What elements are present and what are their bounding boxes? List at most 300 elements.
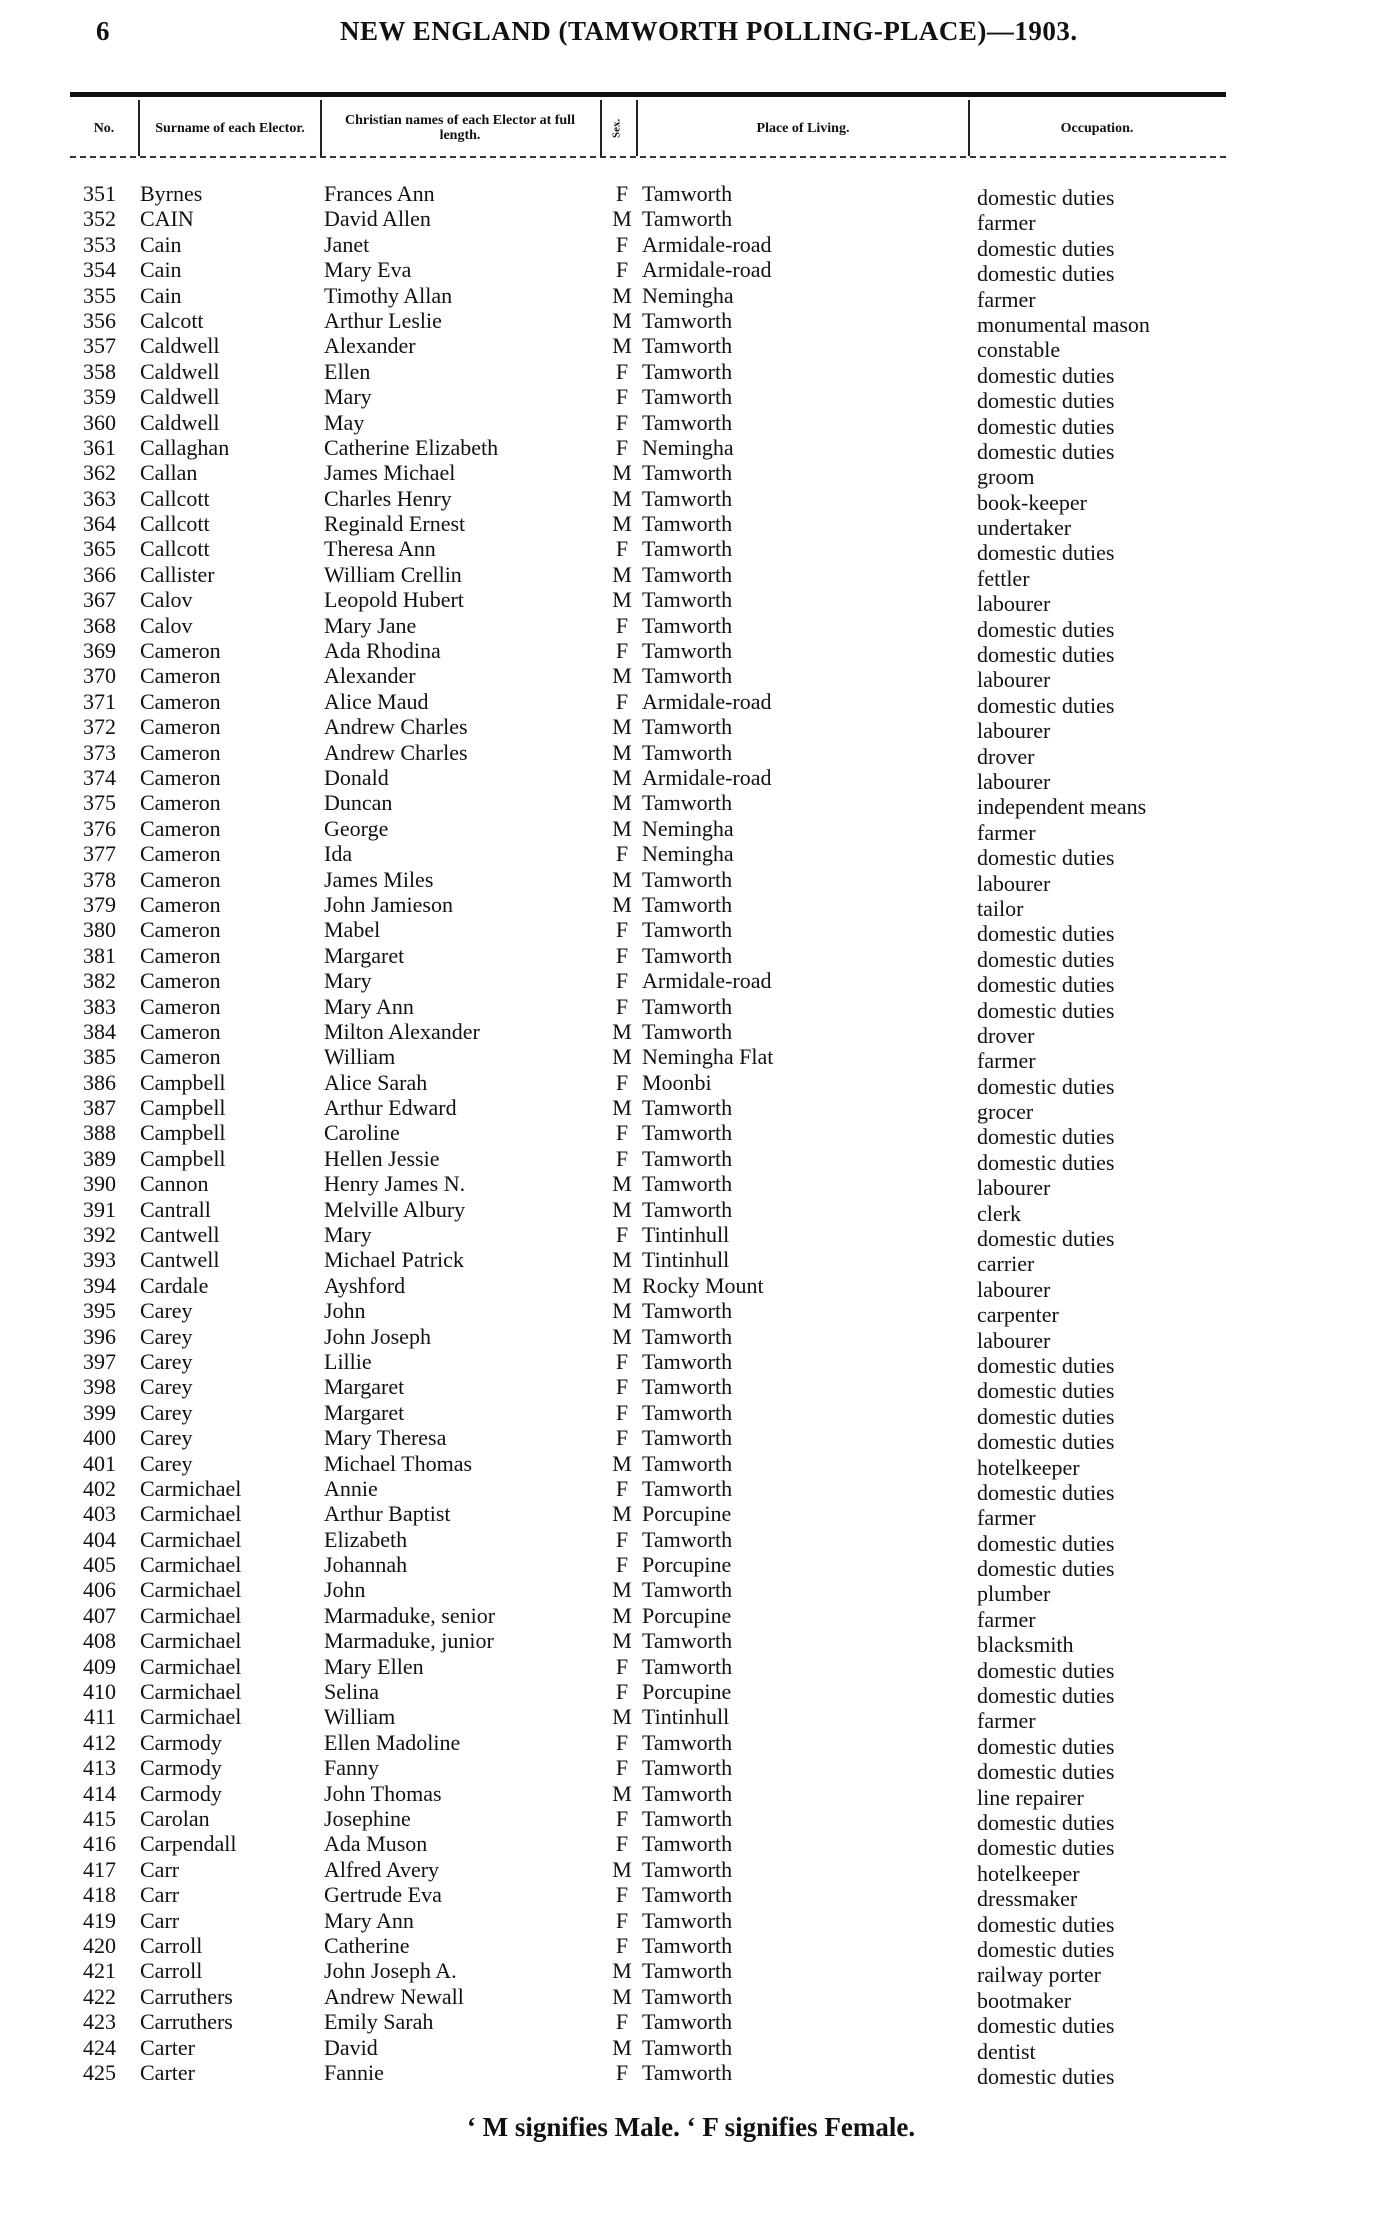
- elector-number: 410: [83, 1679, 116, 1705]
- elector-place: Tamworth: [642, 409, 733, 435]
- elector-number: 372: [83, 714, 116, 740]
- elector-number: 423: [83, 2009, 116, 2035]
- elector-sex: F: [615, 1399, 629, 1425]
- table-row: [0, 358, 1382, 388]
- elector-place: Tamworth: [642, 1399, 733, 1425]
- elector-christian-names: William Crellin: [324, 561, 462, 587]
- elector-sex: M: [612, 1298, 632, 1324]
- elector-place: Tamworth: [642, 1374, 733, 1400]
- elector-surname: Cameron: [140, 688, 221, 714]
- elector-surname: Carmichael: [140, 1475, 242, 1501]
- elector-christian-names: John Thomas: [324, 1780, 442, 1806]
- elector-christian-names: Melville Albury: [324, 1196, 466, 1222]
- elector-sex: F: [615, 1755, 629, 1781]
- elector-number: 424: [83, 2034, 116, 2060]
- elector-surname: Cameron: [140, 866, 221, 892]
- elector-number: 377: [83, 841, 116, 867]
- elector-occupation: dressmaker: [977, 1886, 1078, 1912]
- elector-surname: Campbell: [140, 1120, 226, 1146]
- elector-surname: Cantwell: [140, 1222, 220, 1248]
- elector-place: Tamworth: [642, 587, 733, 613]
- elector-surname: Cantrall: [140, 1196, 211, 1222]
- table-row: [0, 333, 1382, 363]
- elector-surname: Carmichael: [140, 1577, 242, 1603]
- table-row: [0, 1679, 1382, 1709]
- elector-sex: F: [615, 434, 629, 460]
- elector-sex: F: [615, 841, 629, 867]
- elector-christian-names: Ida: [324, 841, 353, 867]
- table-row: [0, 587, 1382, 617]
- elector-place: Tamworth: [642, 1780, 733, 1806]
- elector-number: 360: [83, 409, 116, 435]
- elector-number: 374: [83, 764, 116, 790]
- elector-sex: M: [612, 1958, 632, 1984]
- elector-occupation: domestic duties: [977, 2063, 1115, 2089]
- table-row: [0, 2009, 1382, 2039]
- table-row: [0, 663, 1382, 693]
- elector-occupation: farmer: [977, 1048, 1036, 1074]
- elector-surname: Carmichael: [140, 1679, 242, 1705]
- elector-occupation: domestic duties: [977, 1683, 1115, 1709]
- elector-christian-names: Alice Maud: [324, 688, 429, 714]
- table-row: [0, 1501, 1382, 1531]
- elector-place: Tintinhull: [642, 1247, 730, 1273]
- elector-number: 375: [83, 790, 116, 816]
- elector-surname: Carter: [140, 2059, 195, 2085]
- elector-place: Tamworth: [642, 612, 733, 638]
- elector-christian-names: James Michael: [324, 460, 456, 486]
- elector-number: 415: [83, 1806, 116, 1831]
- elector-occupation: domestic duties: [977, 235, 1115, 261]
- elector-occupation: book-keeper: [977, 489, 1087, 515]
- elector-place: Tamworth: [642, 1729, 733, 1755]
- table-row: [0, 1069, 1382, 1099]
- elector-christian-names: Timothy Allan: [324, 282, 453, 308]
- elector-occupation: domestic duties: [977, 1403, 1115, 1429]
- elector-place: Tamworth: [642, 917, 733, 943]
- elector-christian-names: Catherine Elizabeth: [324, 434, 499, 460]
- elector-number: 362: [83, 460, 116, 486]
- elector-number: 395: [83, 1298, 116, 1324]
- elector-place: Porcupine: [642, 1501, 732, 1527]
- elector-sex: M: [612, 1704, 632, 1730]
- elector-place: Tamworth: [642, 1196, 733, 1222]
- table-row: [0, 1095, 1382, 1125]
- elector-number: 378: [83, 866, 116, 892]
- elector-place: Tamworth: [642, 2034, 733, 2060]
- elector-sex: F: [615, 231, 629, 257]
- elector-surname: Cameron: [140, 891, 221, 917]
- footer-note: ‘ M signifies Male. ‘ F signifies Female.: [466, 2112, 916, 2142]
- table-row: [0, 511, 1382, 541]
- elector-occupation: domestic duties: [977, 997, 1115, 1023]
- elector-surname: Cameron: [140, 638, 221, 664]
- elector-list: [0, 181, 1382, 2089]
- elector-christian-names: Mary: [324, 968, 372, 994]
- elector-place: Armidale-road: [642, 968, 772, 994]
- elector-surname: Byrnes: [140, 181, 203, 206]
- elector-surname: Cameron: [140, 993, 221, 1019]
- elector-surname: Carey: [140, 1425, 193, 1451]
- elector-christian-names: Johannah: [324, 1552, 408, 1578]
- elector-christian-names: Marmaduke, junior: [324, 1628, 494, 1654]
- elector-number: 352: [83, 206, 116, 232]
- elector-surname: Carmody: [140, 1729, 222, 1755]
- page-title: NEW ENGLAND (TAMWORTH POLLING-PLACE)—1903.: [340, 16, 1078, 46]
- table-row: [0, 1602, 1382, 1632]
- elector-surname: Carruthers: [140, 2009, 233, 2035]
- elector-number: 396: [83, 1323, 116, 1349]
- elector-place: Porcupine: [642, 1552, 732, 1578]
- elector-sex: F: [615, 1120, 629, 1146]
- table-row: [0, 536, 1382, 566]
- elector-surname: Carmichael: [140, 1501, 242, 1527]
- elector-christian-names: Catherine: [324, 1932, 410, 1958]
- elector-surname: Cameron: [140, 739, 221, 765]
- elector-surname: Cain: [140, 257, 182, 283]
- elector-place: Tamworth: [642, 1018, 733, 1044]
- elector-sex: M: [612, 206, 632, 232]
- elector-christian-names: Caroline: [324, 1120, 400, 1146]
- elector-surname: Cain: [140, 282, 182, 308]
- elector-christian-names: Charles Henry: [324, 485, 452, 511]
- elector-sex: M: [612, 790, 632, 816]
- elector-christian-names: Alexander: [324, 663, 416, 689]
- elector-place: Nemingha: [642, 434, 734, 460]
- elector-number: 393: [83, 1247, 116, 1273]
- table-row: [0, 1577, 1382, 1607]
- elector-place: Tamworth: [642, 1348, 733, 1374]
- elector-christian-names: Alexander: [324, 333, 416, 359]
- elector-christian-names: Ellen: [324, 358, 371, 384]
- elector-christian-names: Mabel: [324, 917, 381, 943]
- table-row: [0, 968, 1382, 998]
- column-header-christian-names: Christian names of each Elector at full length.: [345, 113, 575, 143]
- elector-christian-names: William: [324, 1704, 396, 1730]
- elector-sex: F: [615, 968, 629, 994]
- table-row: [0, 2059, 1382, 2089]
- elector-place: Tamworth: [642, 891, 733, 917]
- elector-sex: M: [612, 1044, 632, 1070]
- table-row: [0, 1907, 1382, 1937]
- elector-place: Tamworth: [642, 536, 733, 562]
- table-row: [0, 307, 1382, 337]
- table-row: [0, 1120, 1382, 1150]
- elector-christian-names: May: [324, 409, 365, 435]
- header-bottom-rule: [70, 156, 1226, 158]
- elector-number: 412: [83, 1729, 116, 1755]
- table-row: [0, 2034, 1382, 2064]
- elector-number: 363: [83, 485, 116, 511]
- elector-christian-names: Lillie: [324, 1348, 372, 1374]
- elector-occupation: domestic duties: [977, 362, 1115, 388]
- elector-occupation: plumber: [977, 1581, 1051, 1607]
- elector-occupation: domestic duties: [977, 1911, 1115, 1937]
- elector-place: Porcupine: [642, 1602, 732, 1628]
- elector-number: 381: [83, 942, 116, 968]
- table-row: [0, 1399, 1382, 1429]
- elector-occupation: farmer: [977, 210, 1036, 236]
- table-row: [0, 1196, 1382, 1226]
- elector-surname: Callister: [140, 561, 215, 587]
- elector-occupation: farmer: [977, 1505, 1036, 1531]
- elector-sex: M: [612, 891, 632, 917]
- elector-occupation: domestic duties: [977, 1936, 1115, 1962]
- elector-place: Nemingha Flat: [642, 1044, 774, 1070]
- elector-number: 370: [83, 663, 116, 689]
- elector-place: Tamworth: [642, 1806, 733, 1831]
- elector-place: Tamworth: [642, 1577, 733, 1603]
- elector-occupation: domestic duties: [977, 1073, 1115, 1099]
- elector-occupation: farmer: [977, 1708, 1036, 1734]
- elector-christian-names: Hellen Jessie: [324, 1145, 440, 1171]
- elector-number: 357: [83, 333, 116, 359]
- elector-surname: Carmichael: [140, 1653, 242, 1679]
- column-divider: [968, 100, 970, 156]
- elector-occupation: labourer: [977, 591, 1051, 617]
- elector-surname: Calov: [140, 587, 193, 613]
- elector-number: 397: [83, 1348, 116, 1374]
- elector-christian-names: David: [324, 2034, 378, 2060]
- elector-sex: F: [615, 1932, 629, 1958]
- column-header-surname: Surname of each Elector.: [155, 120, 305, 136]
- table-row: [0, 612, 1382, 642]
- table-row: [0, 1171, 1382, 1201]
- elector-sex: M: [612, 714, 632, 740]
- elector-place: Rocky Mount: [642, 1272, 764, 1298]
- elector-place: Tamworth: [642, 358, 733, 384]
- elector-number: 421: [83, 1958, 116, 1984]
- elector-place: Tamworth: [642, 333, 733, 359]
- elector-number: 420: [83, 1932, 116, 1958]
- elector-occupation: tailor: [977, 895, 1024, 921]
- elector-sex: M: [612, 1628, 632, 1654]
- elector-occupation: labourer: [977, 1327, 1051, 1353]
- elector-christian-names: Andrew Newall: [324, 1983, 464, 2009]
- elector-number: 391: [83, 1196, 116, 1222]
- elector-place: Tamworth: [642, 1958, 733, 1984]
- elector-occupation: domestic duties: [977, 946, 1115, 972]
- elector-number: 414: [83, 1780, 116, 1806]
- elector-sex: M: [612, 307, 632, 333]
- elector-place: Nemingha: [642, 841, 734, 867]
- elector-occupation: domestic duties: [977, 1530, 1115, 1556]
- elector-christian-names: George: [324, 815, 389, 841]
- elector-surname: Carey: [140, 1450, 193, 1476]
- elector-christian-names: Mary Ann: [324, 1907, 414, 1933]
- elector-christian-names: Donald: [324, 764, 389, 790]
- elector-occupation: domestic duties: [977, 438, 1115, 464]
- column-header-no: No.: [93, 120, 115, 136]
- elector-christian-names: Ellen Madoline: [324, 1729, 461, 1755]
- elector-sex: M: [612, 485, 632, 511]
- elector-surname: Cain: [140, 231, 182, 257]
- elector-number: 418: [83, 1882, 116, 1908]
- elector-sex: F: [615, 688, 629, 714]
- elector-surname: Carey: [140, 1323, 193, 1349]
- elector-surname: Cameron: [140, 968, 221, 994]
- elector-number: 422: [83, 1983, 116, 2009]
- elector-surname: Carmichael: [140, 1526, 242, 1552]
- elector-occupation: dentist: [977, 2038, 1036, 2064]
- elector-surname: Cameron: [140, 790, 221, 816]
- elector-surname: Carmichael: [140, 1628, 242, 1654]
- elector-christian-names: Reginald Ernest: [324, 511, 466, 537]
- elector-christian-names: Andrew Charles: [324, 739, 468, 765]
- elector-surname: Cameron: [140, 764, 221, 790]
- elector-occupation: domestic duties: [977, 845, 1115, 871]
- elector-sex: F: [615, 384, 629, 410]
- elector-occupation: constable: [977, 337, 1061, 363]
- elector-sex: M: [612, 1272, 632, 1298]
- page-number: 6: [96, 16, 110, 46]
- elector-christian-names: Michael Thomas: [324, 1450, 473, 1476]
- elector-sex: F: [615, 257, 629, 283]
- elector-surname: Callaghan: [140, 434, 230, 460]
- elector-occupation: domestic duties: [977, 921, 1115, 947]
- elector-number: 388: [83, 1120, 116, 1146]
- table-row: [0, 891, 1382, 921]
- column-header-place: Place of Living.: [756, 120, 850, 136]
- table-row: [0, 1729, 1382, 1759]
- elector-occupation: domestic duties: [977, 2013, 1115, 2039]
- elector-christian-names: Mary Eva: [324, 257, 412, 283]
- elector-occupation: domestic duties: [977, 1733, 1115, 1759]
- elector-number: 392: [83, 1222, 116, 1248]
- table-row: [0, 1755, 1382, 1785]
- elector-sex: M: [612, 764, 632, 790]
- elector-sex: F: [615, 917, 629, 943]
- elector-christian-names: Margaret: [324, 1399, 405, 1425]
- elector-sex: F: [615, 1653, 629, 1679]
- elector-christian-names: William: [324, 1044, 396, 1070]
- elector-number: 387: [83, 1095, 116, 1121]
- elector-sex: F: [615, 536, 629, 562]
- elector-sex: M: [612, 1171, 632, 1197]
- table-row: [0, 206, 1382, 236]
- elector-surname: Carpendall: [140, 1831, 237, 1857]
- elector-surname: Carey: [140, 1348, 193, 1374]
- elector-number: 361: [83, 434, 116, 460]
- elector-number: 364: [83, 511, 116, 537]
- table-row: [0, 1374, 1382, 1404]
- elector-surname: Carey: [140, 1399, 193, 1425]
- table-row: [0, 1958, 1382, 1988]
- elector-place: Tamworth: [642, 1120, 733, 1146]
- elector-surname: Calov: [140, 612, 193, 638]
- elector-christian-names: Fanny: [324, 1755, 379, 1781]
- table-row: [0, 257, 1382, 287]
- elector-occupation: domestic duties: [977, 185, 1115, 210]
- elector-number: 405: [83, 1552, 116, 1578]
- elector-surname: Callcott: [140, 485, 210, 511]
- elector-occupation: drover: [977, 1022, 1035, 1048]
- elector-number: 402: [83, 1475, 116, 1501]
- elector-number: 376: [83, 815, 116, 841]
- elector-christian-names: Mary: [324, 384, 372, 410]
- elector-place: Armidale-road: [642, 688, 772, 714]
- elector-occupation: hotelkeeper: [977, 1860, 1080, 1886]
- elector-sex: M: [612, 1602, 632, 1628]
- elector-sex: M: [612, 1018, 632, 1044]
- elector-sex: M: [612, 587, 632, 613]
- table-row: [0, 1475, 1382, 1505]
- elector-place: Tamworth: [642, 1145, 733, 1171]
- elector-sex: F: [615, 2059, 629, 2085]
- elector-sex: M: [612, 1501, 632, 1527]
- elector-number: 394: [83, 1272, 116, 1298]
- elector-christian-names: John: [324, 1577, 366, 1603]
- table-row: [0, 1247, 1382, 1277]
- elector-occupation: groom: [977, 464, 1035, 490]
- table-row: [0, 790, 1382, 820]
- elector-christian-names: Theresa Ann: [324, 536, 436, 562]
- elector-number: 399: [83, 1399, 116, 1425]
- elector-place: Tamworth: [642, 1425, 733, 1451]
- elector-place: Tamworth: [642, 511, 733, 537]
- elector-occupation: domestic duties: [977, 1810, 1115, 1835]
- column-divider: [320, 100, 322, 156]
- elector-surname: Caldwell: [140, 333, 220, 359]
- elector-place: Tintinhull: [642, 1704, 730, 1730]
- table-row: [0, 866, 1382, 896]
- elector-number: 356: [83, 307, 116, 333]
- elector-surname: Campbell: [140, 1095, 226, 1121]
- table-row: [0, 917, 1382, 947]
- elector-occupation: labourer: [977, 870, 1051, 896]
- elector-number: 403: [83, 1501, 116, 1527]
- column-header-sex: Sex.: [610, 118, 623, 138]
- elector-occupation: farmer: [977, 819, 1036, 845]
- elector-place: Tamworth: [642, 1932, 733, 1958]
- table-row: [0, 1983, 1382, 2013]
- elector-christian-names: David Allen: [324, 206, 431, 232]
- elector-sex: F: [615, 181, 629, 206]
- elector-place: Tamworth: [642, 2009, 733, 2035]
- elector-place: Nemingha: [642, 815, 734, 841]
- elector-occupation: domestic duties: [977, 972, 1115, 998]
- table-row: [0, 764, 1382, 794]
- elector-christian-names: Mary Jane: [324, 612, 417, 638]
- elector-number: 371: [83, 688, 116, 714]
- elector-christian-names: Leopold Hubert: [324, 587, 464, 613]
- elector-place: Tamworth: [642, 2059, 733, 2085]
- elector-christian-names: Alice Sarah: [324, 1069, 428, 1095]
- elector-sex: F: [615, 1907, 629, 1933]
- elector-occupation: domestic duties: [977, 1759, 1115, 1785]
- elector-occupation: domestic duties: [977, 540, 1115, 566]
- elector-christian-names: Emily Sarah: [324, 2009, 434, 2035]
- elector-number: 369: [83, 638, 116, 664]
- table-row: [0, 841, 1382, 871]
- elector-sex: F: [615, 358, 629, 384]
- elector-place: Tamworth: [642, 1450, 733, 1476]
- elector-number: 383: [83, 993, 116, 1019]
- elector-place: Tamworth: [642, 1171, 733, 1197]
- elector-surname: Cannon: [140, 1171, 209, 1197]
- table-row: [0, 1323, 1382, 1353]
- elector-occupation: domestic duties: [977, 692, 1115, 718]
- elector-occupation: domestic duties: [977, 616, 1115, 642]
- elector-sex: M: [612, 663, 632, 689]
- elector-occupation: fettler: [977, 565, 1030, 591]
- elector-christian-names: Arthur Leslie: [324, 307, 442, 333]
- elector-place: Tamworth: [642, 1856, 733, 1882]
- table-row: [0, 1348, 1382, 1378]
- elector-sex: M: [612, 1247, 632, 1273]
- elector-occupation: domestic duties: [977, 413, 1115, 439]
- elector-sex: M: [612, 333, 632, 359]
